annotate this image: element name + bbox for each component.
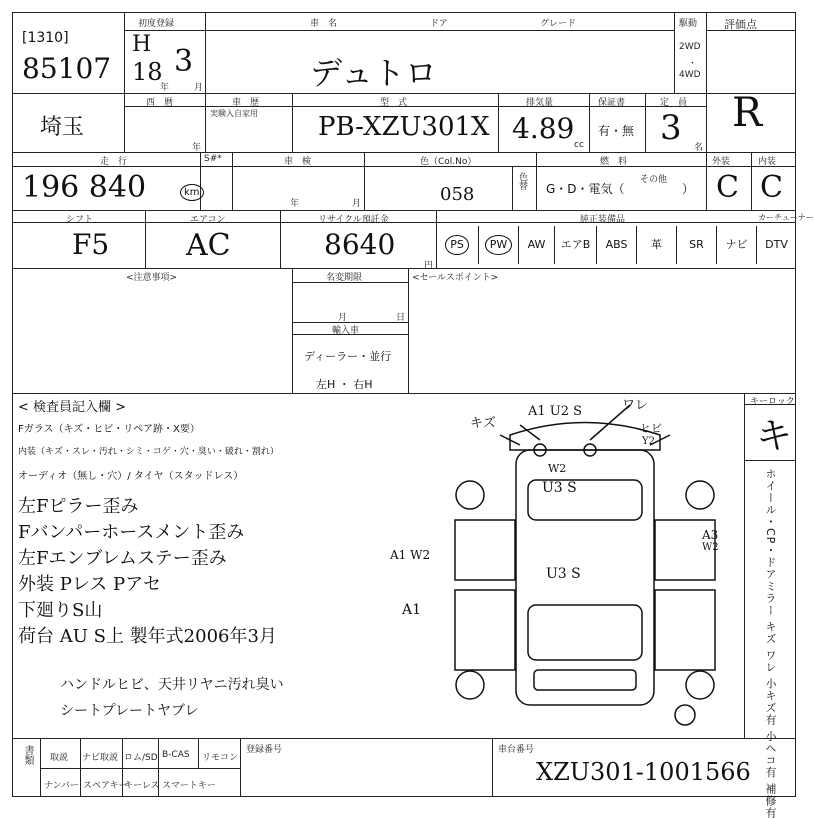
damage-mark: Y2 (642, 436, 655, 447)
inspector-line-glass: Fガラス（キズ・ヒビ・リペア跡・X要） (18, 424, 200, 435)
recycle-fee: 8640 (324, 228, 396, 261)
ac-label: エアコン (190, 215, 226, 225)
history-label: 車 歴 (232, 98, 260, 108)
inspector-line-audio: オーディオ（無し・穴）/ タイヤ（スタッドレス） (18, 471, 244, 482)
region: 埼玉 (40, 115, 85, 140)
equip-dtv: DTV (756, 226, 796, 264)
color-label: 色（Col.No） (420, 157, 477, 167)
capacity: 3 (660, 108, 682, 148)
name-change-label: 名変期限 (326, 273, 363, 283)
hand-note: 左Fピラー歪み (18, 496, 139, 517)
interior-label: 内装 (758, 157, 777, 167)
key-lock-mark: キ (756, 416, 793, 457)
score-label: 評価点 (724, 18, 757, 31)
equip-airbag: エアB (554, 226, 596, 264)
warranty-label: 保証書 (598, 98, 626, 108)
ac: AC (186, 228, 231, 263)
damage-mark: W2 (548, 462, 567, 475)
door-label: ドア (430, 19, 448, 29)
key-lock-label: キーロック (750, 397, 795, 407)
sno-label: S#* (204, 154, 222, 164)
lot-label: [1310] (22, 30, 69, 46)
inspector-title: < 検査員記入欄 > (18, 400, 127, 415)
equip-leather: 革 (636, 226, 676, 264)
damage-mark: ヒビ (640, 422, 662, 435)
model-code: PB-XZU301X (318, 112, 490, 142)
plate-label: 登録番号 (246, 745, 283, 755)
damage-mark: A1 W2 (390, 548, 431, 562)
car-name: デュトロ (310, 54, 438, 92)
color-code: 058 (440, 184, 475, 205)
equip-pw: PW (478, 226, 518, 264)
car-name-label: 車 名 (310, 19, 338, 29)
equip-navi: ナビ (716, 226, 756, 264)
displacement-label: 排気量 (526, 98, 554, 108)
model-label: 型 式 (380, 98, 408, 108)
damage-mark: A3 (702, 528, 719, 542)
hand-note: 左Fエンブレムステー歪み (18, 548, 227, 569)
equipment-label: 純正装備品 (580, 215, 626, 225)
auction-sheet: [1310] 85107 初度登録 H 18 年 3 月 車 名 ドア グレード デュトロ 駆動 2WD ・ 4WD 評価点 西 暦 車 歴 実験入自家用 埼玉 年 型 式 PB-XZU301X 排気量 4.89 cc 保証書 有・無 定 員 3 名 R 走 行 196 840 km S#* 車 検 年 月 色（Col.No） 058 色替 燃 料 G・D・電気（ その他 ） 外装 内装 C C シフト F5 エアコン AC リサイクル預託金 8640 円 純正装備品 PS PW AW エアB ABS 革 SR ナビ DTV カーチューナー <注意事項> 名変期限 月 日 輸入車 ディーラー・並行 左H ・ 右H <セールスポイント> キーロック キ ホイール・CP・ドアミラー キズ ワレ 小キズ有 小ヘコ有 補修有 < 検査員記入欄 > Fガラス（キズ・ヒビ・リペア跡・X要） 内装（キズ・スレ・汚れ・シミ・コゲ・穴・臭い・破れ・割れ） オーディオ（無し・穴）/ タイヤ（スタッドレス） 左Fピラー歪み Fバンパーホースメント歪み 左Fエンブレムステー歪み 外装 Pレス Pアセ 下廻りS山 荷台 AU S上 製年式2006年3月 ハンドルヒビ、天井リヤニ汚れ臭い シートプレートヤブレ キズ A1 U2 S ワレ ヒビ Y2 W2 U3 S A3 W2 A1 W2 U3 S A1 書類 取説 ナビ取説 ロム/SD B-CAS リモコン ナンバー スペアキー キーレス スマートキー 登録番号 車台番号 XZU301-1001566 (0, 0, 800, 800)
displacement: 4.89 (512, 112, 575, 145)
damage-mark: ワレ (622, 398, 649, 413)
equip-ps: PS (436, 226, 478, 264)
damage-mark: U3 S (542, 480, 577, 496)
equip-sunroof: SR (676, 226, 716, 264)
recycle-label: リサイクル預託金 (318, 215, 389, 225)
hand-note: 外装 Pレス Pアセ (18, 574, 161, 595)
era-label: 西 暦 (146, 98, 174, 108)
drive-4wd: 4WD (679, 70, 701, 80)
equip-abs: ABS (596, 226, 636, 264)
equipment-row (436, 222, 796, 268)
mileage-unit: km (180, 184, 204, 201)
hand-note: ハンドルヒビ、天井リヤニ汚れ臭い (60, 677, 284, 693)
shift-label: シフト (66, 215, 94, 225)
hand-note: 下廻りS山 (18, 600, 103, 621)
inspection-label: 車 検 (284, 157, 312, 167)
damage-mark: A1 (402, 602, 422, 618)
mileage-label: 走 行 (100, 157, 128, 167)
exterior-grade: C (716, 170, 739, 205)
chassis-number: XZU301-1001566 (536, 758, 751, 786)
equip-aw: AW (518, 226, 554, 264)
drive-label: 駆動 (679, 19, 698, 29)
fuel-label: 燃 料 (600, 157, 628, 167)
color-change-label: 色替 (517, 172, 527, 190)
first-reg-label: 初度登録 (138, 19, 175, 29)
first-reg-month: 3 (174, 44, 194, 79)
grade-label: グレード (540, 19, 577, 29)
exterior-label: 外装 (712, 157, 731, 167)
hand-note: Fバンパーホースメント歪み (18, 522, 245, 543)
hand-note: 荷台 AU S上 製年式2006年3月 (18, 626, 277, 647)
inspector-line-interior: 内装（キズ・スレ・汚れ・シミ・コゲ・穴・臭い・破れ・割れ） (18, 447, 279, 457)
warranty: 有・無 (598, 124, 635, 138)
era: H (132, 32, 152, 57)
caution-label: <注意事項> (126, 273, 178, 283)
car-diagram (430, 395, 740, 735)
damage-mark: W2 (702, 542, 719, 553)
capacity-label: 定 員 (660, 98, 688, 108)
lot-number: 85107 (22, 52, 112, 85)
import-label: 輸入車 (332, 326, 360, 336)
shift: F5 (72, 228, 110, 261)
first-reg-year: 18 (132, 58, 163, 86)
hand-label: 左H ・ 右H (316, 378, 373, 391)
damage-mark: U3 S (546, 566, 581, 582)
chassis-label: 車台番号 (498, 745, 535, 755)
damage-legend: ホイール・CP・ドアミラー キズ ワレ 小キズ有 小ヘコ有 補修有 (764, 468, 777, 819)
drive-2wd: 2WD (679, 42, 701, 52)
fuel-options: G・D・電気（ (546, 182, 625, 196)
documents-label: 書類 (22, 745, 33, 765)
score-value: R (732, 90, 763, 136)
mileage: 196 840 (22, 170, 147, 205)
damage-mark: キズ (470, 416, 496, 431)
damage-mark: A1 U2 S (528, 404, 583, 419)
dealer-label: ディーラー・並行 (304, 350, 392, 363)
sales-point-label: <セールスポイント> (412, 273, 499, 283)
hand-note: シートプレートヤブレ (60, 703, 199, 719)
interior-grade: C (760, 170, 783, 205)
